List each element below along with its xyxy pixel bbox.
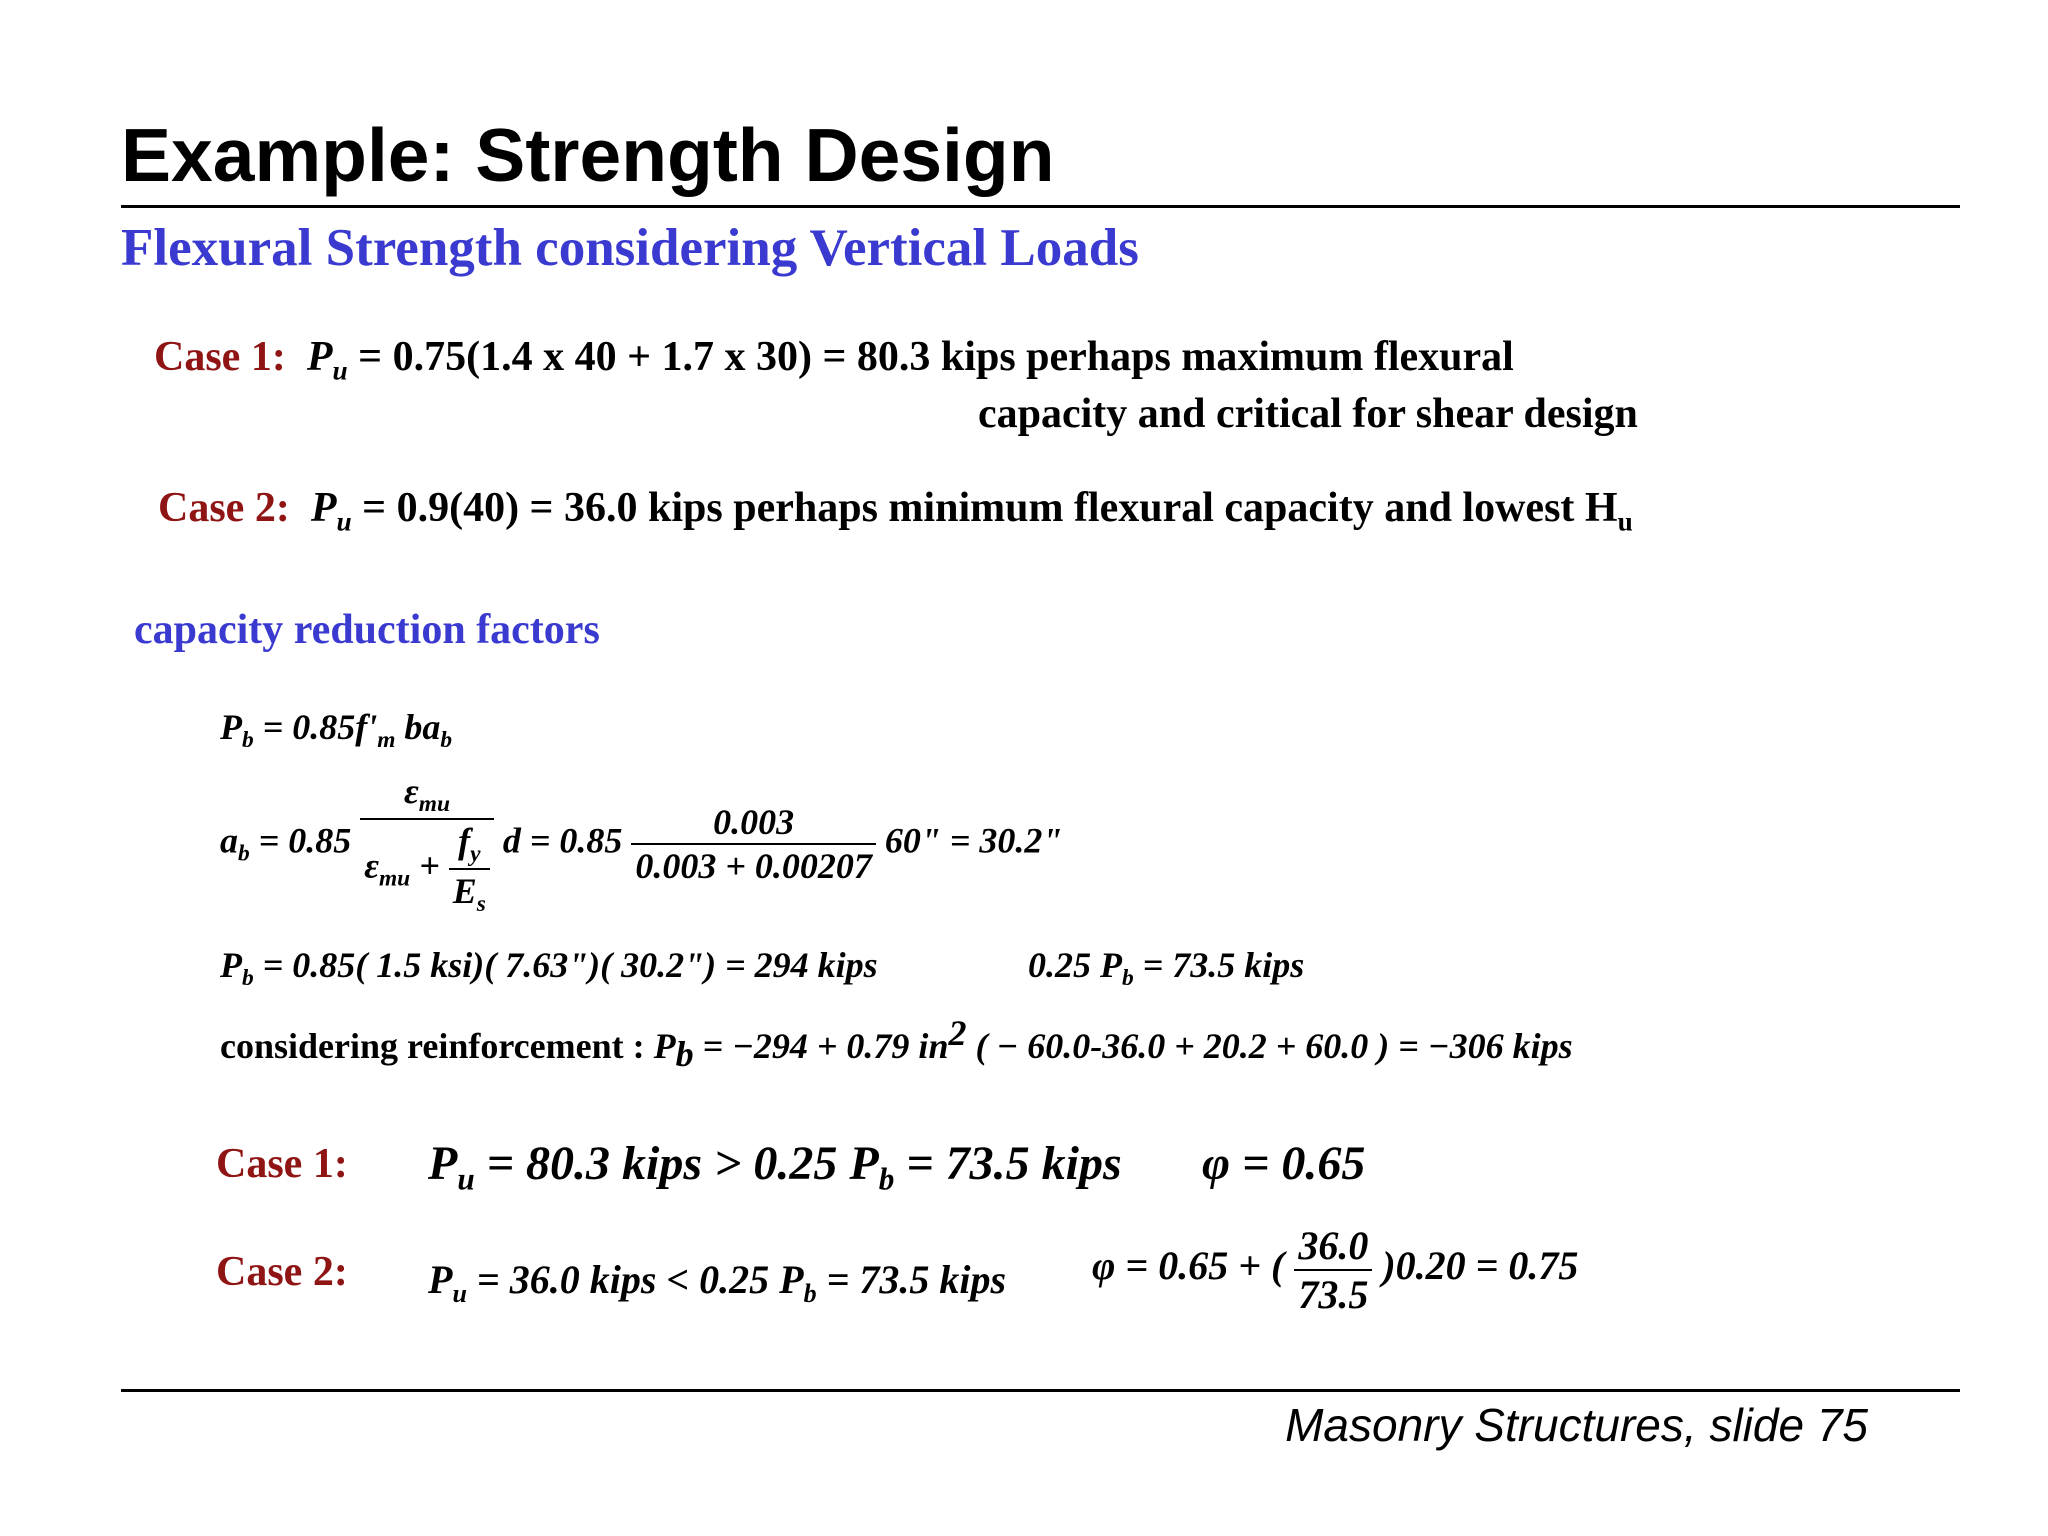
case2-pu: P bbox=[428, 1257, 453, 1302]
case2-top-expression: = 0.9(40) = 36.0 kips perhaps minimum flexural capacity and lowest H bbox=[362, 485, 1618, 531]
case1-pu: P bbox=[428, 1137, 458, 1190]
equation-ab bbox=[220, 770, 1062, 919]
case2-top-line bbox=[158, 484, 1633, 537]
case2-phi-numerator: 36.0 bbox=[1294, 1222, 1372, 1271]
fy-subscript: y bbox=[470, 841, 481, 868]
case2-phi-end: )0.20 = 0.75 bbox=[1382, 1243, 1579, 1289]
ab-numeric-numerator: 0.003 bbox=[631, 801, 876, 845]
equation-pb-value bbox=[220, 944, 878, 992]
plus-sign: + bbox=[419, 845, 440, 886]
reinforcement-subscript: b bbox=[675, 1034, 694, 1075]
case2-bottom-expression bbox=[428, 1256, 1006, 1309]
case2-phi-equation bbox=[1092, 1222, 1578, 1318]
case1-comparison: = 80.3 kips > 0.25 P bbox=[474, 1137, 879, 1190]
case2-phi-start: φ = 0.65 + ( bbox=[1092, 1243, 1285, 1289]
epsilon-symbol: ε bbox=[364, 845, 379, 886]
pbval-expression: = 0.85( 1.5 ksi)( 7.63")( 30.2") = 294 kips bbox=[253, 945, 878, 985]
fy-numerator bbox=[449, 820, 490, 870]
case2-phi-fraction bbox=[1294, 1222, 1372, 1318]
case1-phi: φ = 0.65 bbox=[1202, 1137, 1366, 1190]
ab-eq1: = 0.85 bbox=[258, 820, 352, 861]
fy-symbol: f bbox=[458, 821, 471, 862]
equation-pb-definition bbox=[220, 706, 452, 754]
pb-lhs-subscript: b bbox=[242, 727, 254, 754]
case2-phi-denominator: 73.5 bbox=[1298, 1272, 1369, 1317]
epsilon-symbol: ε bbox=[404, 771, 419, 811]
ab-strain-fraction bbox=[360, 770, 494, 919]
pb-lhs: P bbox=[220, 707, 242, 747]
ab-strain-denominator bbox=[360, 820, 494, 918]
ab-middle: d = 0.85 bbox=[502, 820, 623, 861]
es-symbol: E bbox=[452, 871, 477, 912]
title-divider bbox=[121, 205, 1960, 208]
ab-numeric-denominator: 0.003 + 0.00207 bbox=[635, 846, 872, 887]
pb-rhs: = 0.85f' bbox=[262, 707, 378, 747]
case1-pu-subscript: u bbox=[457, 1161, 475, 1197]
case2-pu-subscript: u bbox=[452, 1279, 467, 1308]
pb-rhs-subscript: m bbox=[377, 727, 396, 754]
case2-pb-value: = 73.5 kips bbox=[816, 1257, 1007, 1302]
case2-comparison: = 36.0 kips < 0.25 P bbox=[466, 1257, 804, 1302]
case2-top-label: Case 2: bbox=[158, 485, 290, 531]
case1-bottom-expression bbox=[428, 1136, 1122, 1198]
epsilon-subscript: mu bbox=[378, 865, 411, 892]
reinforcement-symbol: P bbox=[653, 1026, 676, 1066]
quarter-pb-subscript: b bbox=[1122, 965, 1134, 992]
case1-top-label: Case 1: bbox=[154, 334, 286, 380]
quarter-pb-label: 0.25 P bbox=[1028, 945, 1122, 985]
pb-rhs-ba-subscript: b bbox=[440, 727, 453, 754]
pb-rhs-ba: ba bbox=[395, 707, 441, 747]
ab-lhs-subscript: b bbox=[238, 840, 250, 867]
case2-top-symbol: P bbox=[310, 485, 337, 531]
case2-bottom-label: Case 2: bbox=[216, 1249, 348, 1295]
case1-top-symbol: P bbox=[306, 334, 333, 380]
equation-quarter-pb bbox=[1028, 944, 1304, 992]
ab-numeric-fraction bbox=[631, 801, 876, 887]
pbval-lhs: P bbox=[220, 945, 242, 985]
es-denominator bbox=[449, 870, 490, 918]
ab-lhs: a bbox=[220, 820, 238, 861]
case2-top-tail-subscript: u bbox=[1617, 506, 1633, 537]
case1-top-continuation: capacity and critical for shear design bbox=[978, 391, 1638, 437]
reinforcement-expression: = −294 + 0.79 in bbox=[693, 1026, 949, 1066]
section-heading: capacity reduction factors bbox=[134, 607, 600, 653]
epsilon-subscript: mu bbox=[418, 791, 450, 818]
case2-top-subscript: u bbox=[336, 506, 352, 537]
pbval-lhs-subscript: b bbox=[242, 965, 254, 992]
case1-pb-subscript: b bbox=[878, 1161, 895, 1197]
equation-reinforcement bbox=[220, 1012, 1573, 1075]
slide-footer: Masonry Structures, slide 75 bbox=[1285, 1399, 1868, 1451]
reinforcement-expression-tail: ( − 60.0-36.0 + 20.2 + 60.0 ) = −306 kips bbox=[966, 1026, 1573, 1066]
case2-pb-subscript: b bbox=[803, 1279, 817, 1308]
es-subscript: s bbox=[476, 891, 486, 918]
slide-title: Example: Strength Design bbox=[121, 113, 1055, 197]
case1-top-line bbox=[154, 333, 1514, 386]
fy-es-fraction bbox=[449, 820, 490, 918]
case1-top-expression: = 0.75(1.4 x 40 + 1.7 x 30) = 80.3 kips perhaps maximum flexural bbox=[358, 334, 1514, 380]
case1-bottom-label: Case 1: bbox=[216, 1141, 348, 1187]
slide-subtitle: Flexural Strength considering Vertical Loads bbox=[121, 219, 1139, 277]
footer-divider bbox=[121, 1389, 1960, 1392]
reinforcement-label: considering reinforcement : bbox=[220, 1026, 654, 1066]
reinforcement-superscript: 2 bbox=[948, 1013, 967, 1053]
ab-tail: 60" = 30.2" bbox=[884, 820, 1063, 861]
case1-pb-value: = 73.5 kips bbox=[894, 1137, 1122, 1190]
case1-top-subscript: u bbox=[332, 355, 348, 386]
quarter-pb-value: = 73.5 kips bbox=[1133, 945, 1305, 985]
ab-strain-numerator bbox=[360, 770, 494, 820]
